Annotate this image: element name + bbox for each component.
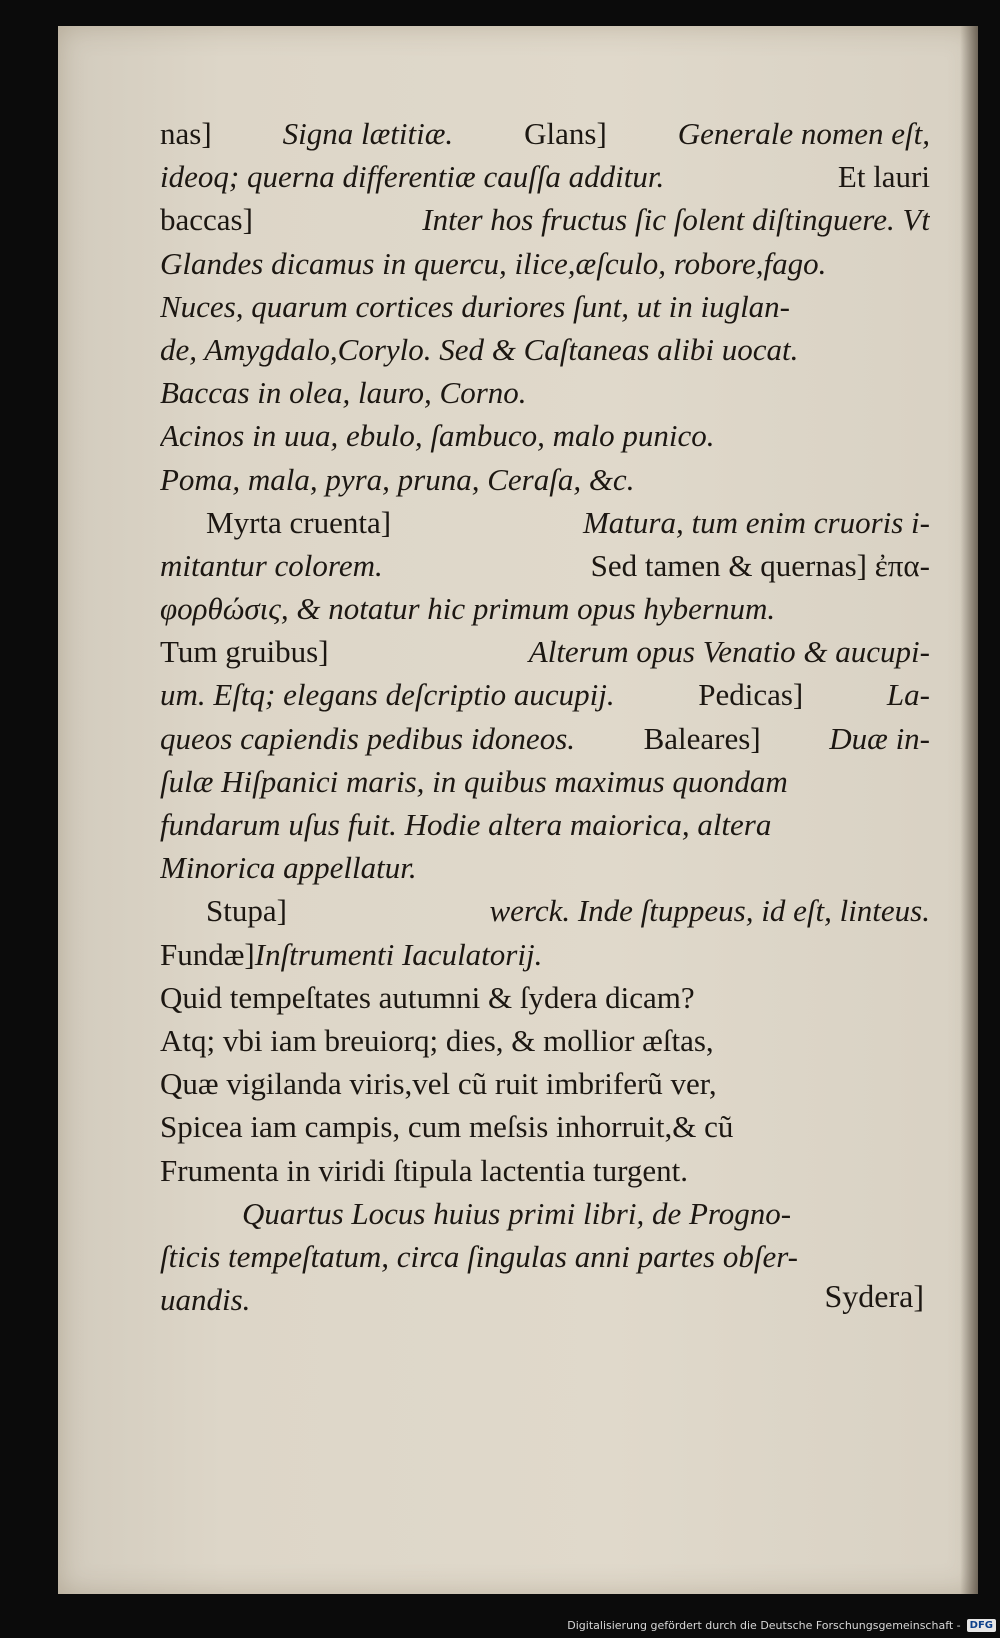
text-segment: Atq; vbi iam breuiorq; dies, & mollior æſtas,: [160, 1022, 714, 1058]
text-segment: Stupa]: [206, 893, 287, 929]
text-line: [160, 976, 930, 1019]
text-segment: Matura, tum enim cruoris i-: [582, 504, 930, 540]
text-segment: Spicea iam campis, cum meſsis inhorruit,& cũ: [160, 1109, 734, 1145]
text-line: [160, 760, 930, 803]
credit-text: Digitalisierung gefördert durch die Deutsche Forschungsgemeinschaft -: [567, 1619, 961, 1632]
text-segment: Frumenta in viridi ſtipula lactentia turgent.: [160, 1152, 689, 1188]
text-segment: fundarum uſus fuit. Hodie altera maiorica, altera: [160, 807, 772, 842]
text-line: [160, 544, 930, 587]
text-line: [160, 414, 930, 457]
text-segment: nas]: [160, 116, 212, 151]
text-segment: queos capiendis pedibus idoneos.: [160, 720, 576, 756]
text-line: [160, 889, 930, 932]
text-line: [160, 846, 930, 889]
text-segment: Minorica appellatur.: [160, 850, 417, 886]
text-segment: Quæ vigilanda viris,vel cũ ruit imbriferũ ver,: [160, 1066, 717, 1102]
text-line: [160, 155, 930, 198]
text-line: [160, 1235, 930, 1278]
text-segment: Fundæ]: [160, 936, 255, 972]
text-segment: Baleares]: [643, 720, 761, 756]
text-segment: Nuces, quarum cortices duriores ſunt, ut in iuglan-: [160, 288, 791, 324]
text-segment: La-: [886, 677, 930, 713]
text-segment: Baccas in olea, lauro, Corno.: [160, 375, 527, 411]
text-segment: um. Eſtq; elegans deſcriptio aucupij.: [160, 677, 615, 713]
text-segment: Inſtrumenti Iaculatorij.: [254, 936, 543, 972]
text-line: [160, 803, 930, 846]
page-edge-shadow: [960, 26, 978, 1594]
text-line: [160, 717, 930, 760]
text-segment: ſticis tempeſtatum, circa ſingulas anni partes obſer-: [160, 1238, 798, 1274]
text-segment: Glans]: [524, 116, 607, 151]
text-line: [160, 933, 930, 976]
text-line: [160, 285, 930, 328]
text-segment: Poma, mala, pyra, pruna, Ceraſa, &c.: [160, 461, 635, 497]
text-line: [160, 328, 930, 371]
text-line: [160, 1149, 930, 1192]
text-segment: Duæ in-: [829, 720, 930, 756]
text-segment: Et lauri: [837, 159, 930, 195]
text-segment: baccas]: [160, 202, 253, 238]
text-segment: Myrta cruenta]: [206, 504, 392, 540]
text-segment: Signa lætitiæ.: [282, 116, 454, 151]
text-line: [160, 458, 930, 501]
text-segment: uandis.: [160, 1282, 251, 1318]
text-line: [160, 1062, 930, 1105]
text-line: [160, 673, 930, 716]
text-segment: Pedicas]: [698, 677, 804, 713]
text-line: [160, 198, 930, 241]
text-segment: Inter hos fructus ſic ſolent diſtinguere. Vt: [422, 202, 930, 238]
catchword: Sydera]: [824, 1278, 924, 1314]
digitization-credit: [567, 1619, 996, 1632]
text-line: [160, 1192, 930, 1235]
text-line: [160, 501, 930, 544]
text-segment: Quid tempeſtates autumni & ſydera dicam?: [160, 979, 695, 1015]
text-segment: de, Amygdalo,Corylo. Sed & Caſtaneas alibi uocat.: [160, 331, 799, 367]
text-segment: Generale nomen eſt,: [677, 116, 930, 151]
text-line: [160, 371, 930, 414]
text-line: [160, 112, 930, 155]
text-segment: φορθώσις, & notatur hic primum opus hybernum.: [160, 591, 776, 627]
text-line: [160, 1019, 930, 1062]
dfg-logo: DFG: [967, 1619, 996, 1632]
text-segment: Acinos in uua, ebulo, ſambuco, malo punico.: [160, 418, 715, 454]
text-line: [160, 1105, 930, 1148]
text-segment: werck. Inde ſtuppeus, id eſt, linteus.: [489, 893, 930, 929]
text-segment: Glandes dicamus in quercu, ilice,æſculo, robore,fago.: [160, 245, 827, 281]
text-segment: Sed tamen & quernas] ἐπα-: [590, 547, 930, 583]
text-segment: ſulæ Hiſpanici maris, in quibus maximus quondam: [160, 763, 788, 799]
text-segment: ideoq; querna differentiæ cauſſa additur.: [160, 159, 665, 195]
text-line: [160, 630, 930, 673]
text-segment: Quartus Locus huius primi libri, de Progno-: [242, 1195, 792, 1231]
text-line: [160, 1278, 930, 1321]
text-line: [160, 587, 930, 630]
page-text: [160, 112, 930, 1321]
text-segment: mitantur colorem.: [160, 547, 383, 583]
text-line: [160, 242, 930, 285]
text-segment: Alterum opus Venatio & aucupi-: [528, 634, 930, 670]
text-segment: Tum gruibus]: [160, 634, 329, 670]
